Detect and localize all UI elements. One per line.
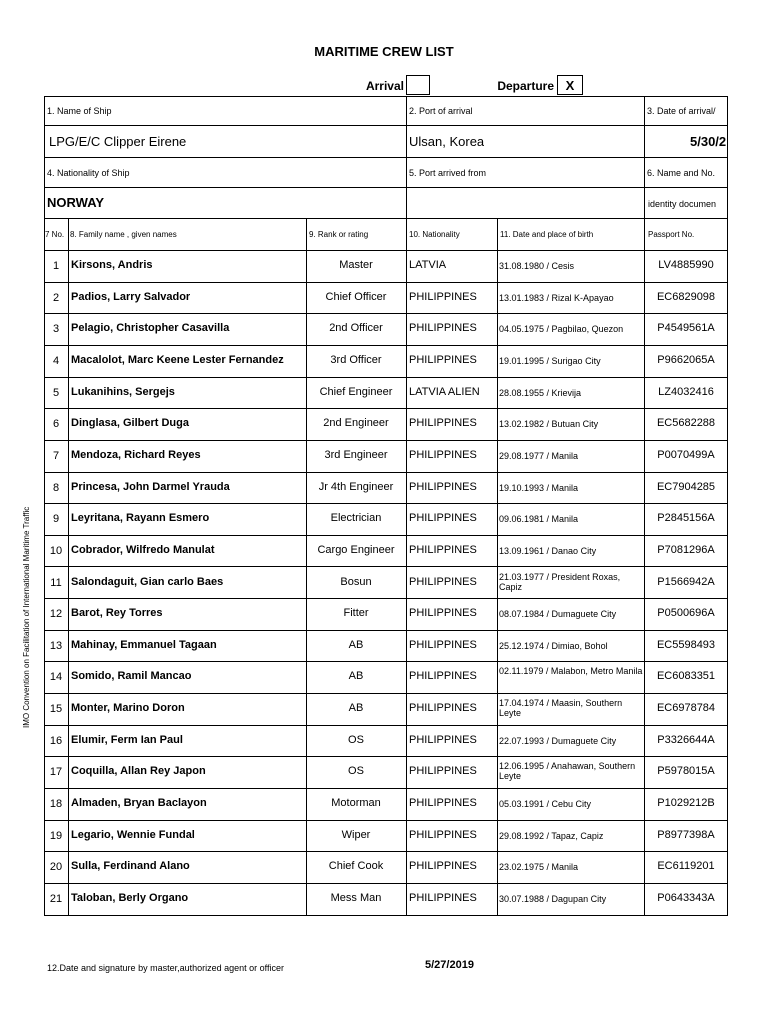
crew-rank: Motorman [331, 797, 381, 809]
crew-no: 21 [49, 893, 63, 905]
crew-no: 13 [49, 640, 63, 652]
crew-nationality: PHILIPPINES [409, 607, 477, 619]
crew-birth: 22.07.1993 / Dumaguete City [499, 736, 617, 746]
crew-name: Barot, Rey Torres [71, 607, 163, 619]
crew-birth: 05.03.1991 / Cebu City [499, 799, 592, 809]
crew-passport: P1566942A [657, 576, 715, 588]
crew-no: 4 [52, 355, 60, 367]
row-divider [44, 725, 728, 726]
crew-rank: AB [348, 670, 364, 682]
crew-nationality: PHILIPPINES [409, 639, 477, 651]
arrival-checkbox[interactable] [406, 75, 430, 95]
crew-name: Kirsons, Andris [71, 259, 153, 271]
crew-no: 7 [52, 450, 60, 462]
row-divider [44, 693, 728, 694]
crew-name: Salondaguit, Gian carlo Baes [71, 576, 224, 588]
crew-name: Mahinay, Emmanuel Tagaan [71, 639, 217, 651]
crew-birth: 30.07.1988 / Dagupan City [499, 894, 607, 904]
crew-name: Almaden, Bryan Baclayon [71, 797, 207, 809]
crew-rank: Chief Cook [328, 860, 384, 872]
row-divider [44, 915, 728, 916]
crew-nationality: LATVIA [409, 259, 447, 271]
crew-nationality: PHILIPPINES [409, 765, 477, 777]
ship-nationality: NORWAY [47, 195, 105, 210]
crew-nationality: PHILIPPINES [409, 734, 477, 746]
crew-birth: 12.06.1995 / Anahawan, Southern Leyte [499, 761, 636, 781]
date-of-arrival-label: 3. Date of arrival/ [647, 106, 716, 116]
crew-rank: Chief Officer [325, 291, 387, 303]
crew-passport: P4549561A [657, 322, 715, 334]
row-divider [44, 282, 728, 283]
arrival-label: Arrival [365, 79, 404, 93]
crew-passport: P9662065A [657, 354, 715, 366]
col-birth: 11. Date and place of birth [500, 230, 594, 239]
row-divider [44, 377, 728, 378]
crew-nationality: PHILIPPINES [409, 322, 477, 334]
col-nationality: 10. Nationality [409, 230, 460, 239]
crew-passport: EC6829098 [656, 291, 716, 303]
crew-birth: 02.11.1979 / Malabon, Metro Manila [499, 666, 643, 676]
crew-no: 11 [50, 577, 62, 589]
row-divider [44, 788, 728, 789]
crew-passport: EC6978784 [656, 702, 716, 714]
port-of-arrival: Ulsan, Korea [409, 134, 485, 149]
crew-birth: 09.06.1981 / Manila [499, 514, 579, 524]
crew-birth: 31.08.1980 / Cesis [499, 261, 575, 271]
crew-name: Dinglasa, Gilbert Duga [71, 417, 189, 429]
crew-rank: Jr 4th Engineer [318, 481, 394, 493]
name-and-no-label: 6. Name and No. [647, 168, 716, 178]
crew-nationality: PHILIPPINES [409, 417, 477, 429]
crew-name: Monter, Marino Doron [71, 702, 185, 714]
crew-name: Sulla, Ferdinand Alano [71, 860, 190, 872]
row-divider [44, 661, 728, 662]
crew-nationality: PHILIPPINES [409, 544, 477, 556]
signature-date: 5/27/2019 [425, 959, 474, 971]
crew-passport: P0500696A [657, 607, 715, 619]
crew-name: Taloban, Berly Organo [71, 892, 189, 904]
crew-no: 16 [49, 735, 63, 747]
crew-nationality: PHILIPPINES [409, 860, 477, 872]
crew-rank: 2nd Officer [329, 322, 383, 334]
crew-no: 17 [49, 766, 63, 778]
crew-nationality: PHILIPPINES [409, 892, 477, 904]
table-right-border [727, 96, 728, 915]
crew-nationality: PHILIPPINES [409, 449, 477, 461]
crew-name: Padios, Larry Salvador [71, 291, 191, 303]
crew-rank: AB [348, 702, 364, 714]
crew-no: 5 [52, 387, 60, 399]
crew-no: 15 [49, 703, 63, 715]
crew-no: 18 [49, 798, 63, 810]
crew-passport: EC6119201 [657, 860, 715, 872]
crew-name: Mendoza, Richard Reyes [71, 449, 201, 461]
crew-passport: LV4885990 [658, 259, 714, 271]
col-rank: 9. Rank or rating [309, 230, 369, 239]
crew-passport: P5978015A [657, 765, 715, 777]
crew-no: 6 [52, 418, 60, 430]
crew-no: 20 [49, 861, 63, 873]
crew-birth: 13.02.1982 / Butuan City [499, 419, 599, 429]
crew-nationality: PHILIPPINES [409, 829, 477, 841]
crew-rank: Cargo Engineer [317, 544, 395, 556]
crew-nationality: PHILIPPINES [409, 291, 477, 303]
departure-label: Departure [497, 79, 554, 93]
port-arrived-from-label: 5. Port arrived from [409, 168, 487, 178]
crew-no: 3 [52, 323, 60, 335]
crew-birth: 23.02.1975 / Manila [499, 862, 579, 872]
row-divider [44, 535, 728, 536]
crew-name: Legario, Wennie Fundal [71, 829, 195, 841]
crew-passport: P7081296A [657, 544, 715, 556]
name-of-ship-label: 1. Name of Ship [47, 106, 112, 116]
ship-name: LPG/E/C Clipper Eirene [49, 134, 187, 149]
identity-document-label: identity documen [648, 199, 717, 209]
crew-nationality: PHILIPPINES [409, 702, 477, 714]
row-divider [44, 820, 728, 821]
row-divider [44, 630, 728, 631]
row-divider [44, 883, 728, 884]
crew-birth: 25.12.1974 / Dimiao, Bohol [499, 641, 608, 651]
signature-label: 12.Date and signature by master,authorized agent or officer [47, 963, 284, 973]
col-name: 8. Family name , given names [70, 230, 177, 239]
crew-birth: 13.01.1983 / Rizal K-Apayao [499, 293, 614, 303]
crew-birth: 19.01.1995 / Surigao City [499, 356, 601, 366]
crew-birth: 28.08.1955 / Krievija [499, 388, 582, 398]
crew-no: 1 [52, 260, 60, 272]
crew-name: Pelagio, Christopher Casavilla [71, 322, 230, 334]
row-divider [44, 345, 728, 346]
crew-birth: 17.04.1974 / Maasin, Southern Leyte [499, 698, 623, 718]
crew-nationality: PHILIPPINES [409, 512, 477, 524]
crew-no: 9 [52, 513, 60, 525]
crew-no: 10 [49, 545, 63, 557]
crew-passport: P2845156A [657, 512, 715, 524]
crew-rank: AB [348, 639, 364, 651]
crew-no: 8 [52, 482, 60, 494]
crew-rank: Mess Man [330, 892, 382, 904]
crew-rank: Chief Engineer [319, 386, 393, 398]
crew-passport: P8977398A [657, 829, 715, 841]
crew-rank: Electrician [330, 512, 382, 524]
col-no: 7 No. [45, 230, 65, 239]
crew-nationality: PHILIPPINES [409, 354, 477, 366]
crew-birth: 21.03.1977 / President Roxas, Capiz [499, 572, 621, 592]
crew-passport: EC5682288 [656, 417, 716, 429]
crew-nationality: PHILIPPINES [409, 670, 477, 682]
crew-nationality: LATVIA ALIEN [409, 386, 480, 398]
crew-nationality: PHILIPPINES [409, 481, 477, 493]
crew-no: 12 [49, 608, 63, 620]
page-title: MARITIME CREW LIST [314, 44, 454, 59]
departure-checkbox[interactable]: X [557, 75, 583, 95]
crew-birth: 08.07.1984 / Dumaguete City [499, 609, 617, 619]
crew-passport: P0070499A [657, 449, 715, 461]
crew-name: Leyritana, Rayann Esmero [71, 512, 210, 524]
crew-birth: 19.10.1993 / Manila [499, 483, 579, 493]
crew-nationality: PHILIPPINES [409, 576, 477, 588]
crew-name: Princesa, John Darmel Yrauda [71, 481, 230, 493]
crew-passport: EC7904285 [656, 481, 716, 493]
row-divider [44, 313, 728, 314]
crew-no: 14 [49, 671, 63, 683]
crew-birth: 04.05.1975 / Pagbilao, Quezon [499, 324, 624, 334]
date-of-arrival: 5/30/2 [690, 134, 727, 149]
crew-rank: Fitter [343, 607, 369, 619]
row-divider [44, 598, 728, 599]
crew-rank: 3rd Officer [330, 354, 382, 366]
crew-no: 2 [52, 292, 60, 304]
crew-name: Coquilla, Allan Rey Japon [71, 765, 206, 777]
row-divider [44, 472, 728, 473]
row-divider [44, 566, 728, 567]
nationality-of-ship-label: 4. Nationality of Ship [47, 168, 130, 178]
crew-birth: 29.08.1992 / Tapaz, Capiz [499, 831, 604, 841]
crew-nationality: PHILIPPINES [409, 797, 477, 809]
crew-passport: LZ4032416 [658, 386, 714, 398]
crew-birth: 13.09.1961 / Danao City [499, 546, 597, 556]
crew-rank: OS [348, 765, 364, 777]
row-divider [44, 408, 728, 409]
crew-passport: EC5598493 [656, 639, 716, 651]
crew-birth: 29.08.1977 / Manila [499, 451, 579, 461]
crew-rank: Bosun [340, 576, 372, 588]
col-passport: Passport No. [648, 230, 695, 239]
row-divider [44, 440, 728, 441]
crew-passport: P1029212B [657, 797, 715, 809]
crew-no: 19 [49, 830, 63, 842]
row-divider [44, 503, 728, 504]
crew-passport: P0643343A [657, 892, 715, 904]
crew-name: Elumir, Ferm Ian Paul [71, 734, 183, 746]
crew-name: Somido, Ramil Mancao [71, 670, 192, 682]
row-divider [44, 756, 728, 757]
crew-rank: Wiper [341, 829, 371, 841]
port-of-arrival-label: 2. Port of arrival [409, 106, 473, 116]
crew-rank: OS [348, 734, 364, 746]
crew-rank: 3rd Engineer [324, 449, 388, 461]
row-divider [44, 851, 728, 852]
crew-passport: EC6083351 [656, 670, 716, 682]
crew-rank: 2nd Engineer [323, 417, 389, 429]
crew-rank: Master [339, 259, 373, 271]
crew-passport: P3326644A [657, 734, 715, 746]
crew-name: Macalolot, Marc Keene Lester Fernandez [71, 354, 284, 366]
crew-name: Lukanihins, Sergejs [71, 386, 175, 398]
crew-name: Cobrador, Wilfredo Manulat [71, 544, 215, 556]
